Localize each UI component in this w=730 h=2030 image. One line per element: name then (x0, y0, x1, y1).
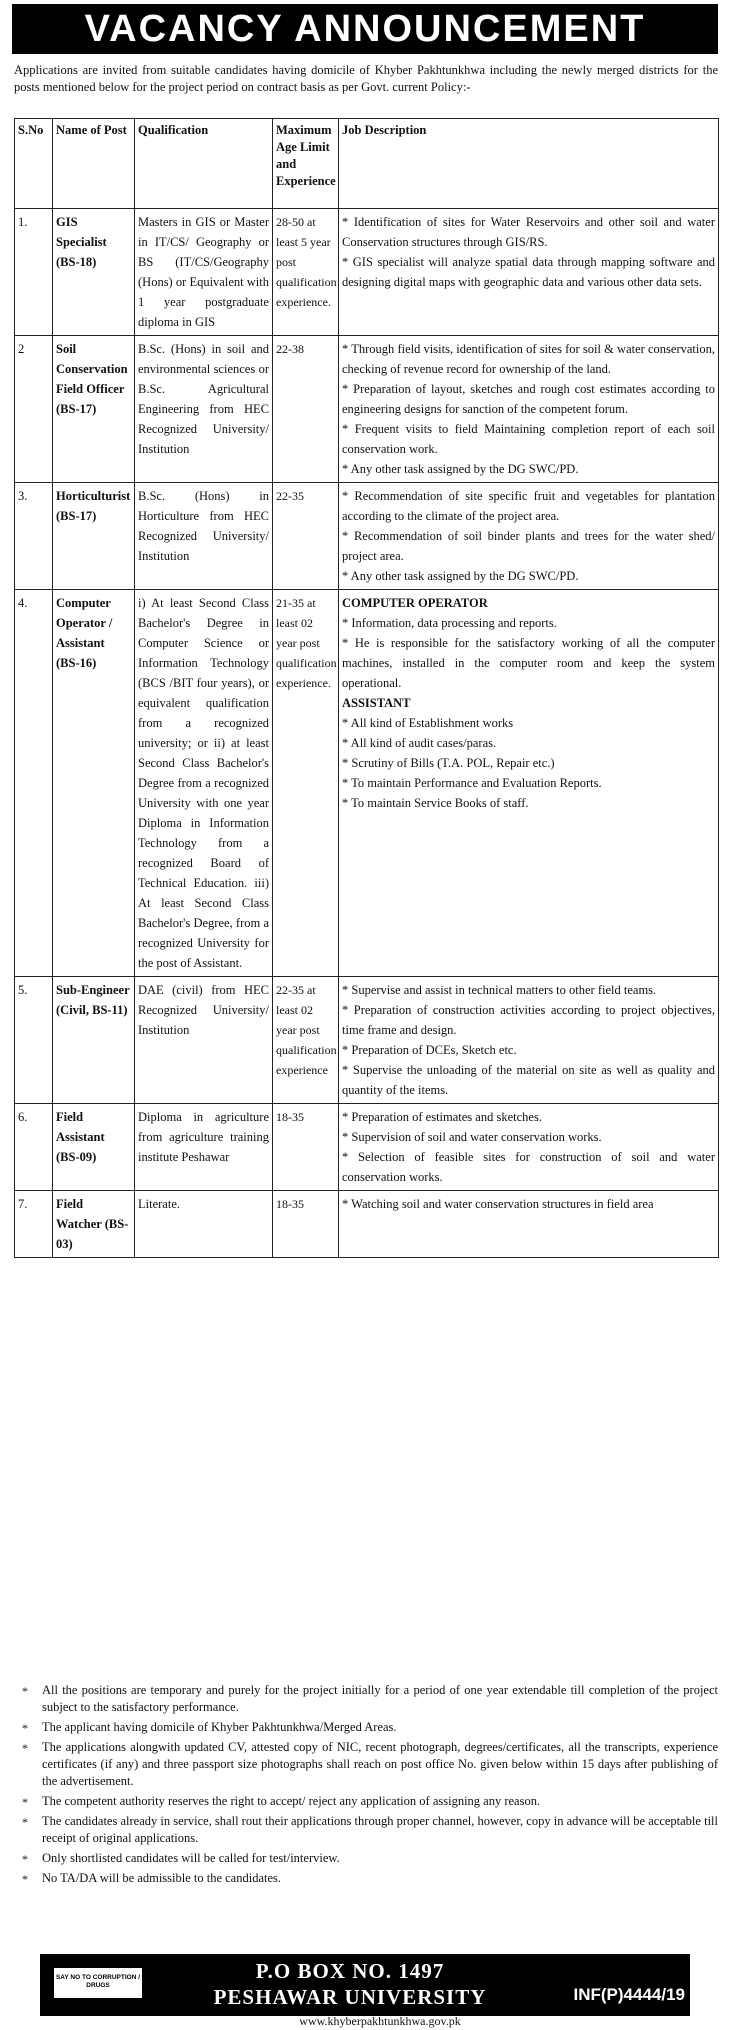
footer-address-bar (40, 1954, 690, 2016)
job-duty: * Through field visits, identification of sites for soil & water conservation, checking of revenue record for ownership of the land. (342, 342, 715, 376)
table-row (15, 336, 719, 483)
job-duty: * Supervise and assist in technical matters to other field teams. (342, 983, 657, 997)
list-item (14, 1739, 718, 1790)
asterisk-bullet-icon: * (22, 1872, 28, 1886)
row-age-limit: 22-35 (273, 483, 339, 590)
row-sno: 2 (15, 336, 53, 483)
job-section-heading: ASSISTANT (342, 696, 411, 710)
note-text: All the positions are temporary and purely for the project initially for a period of one year extendable till completion of the project subject to the satisfactory performance. (42, 1683, 718, 1714)
list-item (14, 1813, 718, 1847)
row-job-description (339, 1191, 719, 1258)
row-post-name: Horticulturist (BS-17) (53, 483, 135, 590)
row-post-name: Sub-Engineer (Civil, BS-11) (53, 977, 135, 1104)
row-job-description (339, 590, 719, 977)
table-row (15, 977, 719, 1104)
row-job-description (339, 209, 719, 336)
list-item (14, 1850, 718, 1867)
row-age-limit: 18-35 (273, 1191, 339, 1258)
table-row (15, 209, 719, 336)
job-duty: * He is responsible for the satisfactory working of all the computer machines, installed in the computer room and keep the system operational. (342, 636, 715, 690)
table-row (15, 590, 719, 977)
row-qualification: i) At least Second Class Bachelor's Degree in Computer Science or Information Technology (BCS /BIT four years), or equivalent qualification from a recognized university; or ii) at least Second Class Bachelor's Degree from a recognized University with one year Diploma in Information Technology from a recognized Board of Technical Education. iii) At least Second Class Bachelor's Degree, from a recognized University for the post of Assistant. (135, 590, 273, 977)
row-sno: 4. (15, 590, 53, 977)
row-qualification: B.Sc. (Hons) in Horticulture from HEC Recognized University/ Institution (135, 483, 273, 590)
row-sno: 3. (15, 483, 53, 590)
row-post-name: Field Watcher (BS-03) (53, 1191, 135, 1258)
row-age-limit: 18-35 (273, 1104, 339, 1191)
job-duty: * Supervise the unloading of the material on site as well as quality and quantity of the items. (342, 1063, 715, 1097)
row-qualification: DAE (civil) from HEC Recognized University/ Institution (135, 977, 273, 1104)
anti-corruption-slogan: SAY NO TO CORRUPTION / DRUGS (54, 1968, 142, 1998)
row-job-description (339, 1104, 719, 1191)
table-row (15, 483, 719, 590)
note-text: The competent authority reserves the right to accept/ reject any application of assigning any reason. (42, 1794, 541, 1808)
header-job-description: Job Description (339, 119, 719, 209)
intro-paragraph: Applications are invited from suitable candidates having domicile of Khyber Pakhtunkhwa including the newly merged districts for the posts mentioned below for the project period on contract basis as per Govt. current Policy:- (14, 63, 718, 94)
list-item (14, 1719, 718, 1736)
job-duty: * Preparation of construction activities according to project objectives, time frame and design. (342, 1003, 715, 1037)
job-duty: * Identification of sites for Water Reservoirs and other soil and water Conservation structures through GIS/RS. (342, 215, 715, 249)
row-sno: 7. (15, 1191, 53, 1258)
table-header-row (15, 119, 719, 209)
row-post-name: GIS Specialist (BS-18) (53, 209, 135, 336)
job-duty: * Recommendation of soil binder plants and trees for the water shed/ project area. (342, 529, 715, 563)
vacancy-table (14, 118, 719, 1258)
asterisk-bullet-icon: * (22, 1741, 28, 1755)
note-text: No TA/DA will be admissible to the candidates. (42, 1871, 282, 1885)
asterisk-bullet-icon: * (22, 1684, 28, 1698)
job-duty: * Preparation of estimates and sketches. (342, 1110, 542, 1124)
asterisk-bullet-icon: * (22, 1721, 28, 1735)
header-qualification: Qualification (135, 119, 273, 209)
job-duty: * Scrutiny of Bills (T.A. POL, Repair etc.) (342, 756, 555, 770)
job-duty: * To maintain Service Books of staff. (342, 796, 529, 810)
row-age-limit: 22-35 at least 02 year post qualification experience (273, 977, 339, 1104)
terms-and-conditions (14, 1682, 718, 1890)
note-text: The candidates already in service, shall rout their applications through proper channel, however, copy in advance will be acceptable till receipt of original applications. (42, 1814, 718, 1845)
job-duty: * Any other task assigned by the DG SWC/PD. (342, 462, 579, 476)
asterisk-bullet-icon: * (22, 1815, 28, 1829)
job-duty: * Supervision of soil and water conservation works. (342, 1130, 602, 1144)
job-duty: * All kind of Establishment works (342, 716, 514, 730)
table-row (15, 1191, 719, 1258)
row-post-name: Computer Operator / Assistant (BS-16) (53, 590, 135, 977)
page-title: VACANCY ANNOUNCEMENT (12, 4, 718, 54)
header-name-of-post: Name of Post (53, 119, 135, 209)
job-duty: * Preparation of DCEs, Sketch etc. (342, 1043, 517, 1057)
row-job-description (339, 336, 719, 483)
note-text: The applications alongwith updated CV, attested copy of NIC, recent photograph, degrees/certificates, all the transcripts, experience certificates (if any) and three passport size photographs shall reach on post office No. given below within 15 days after publishing of the advertisement. (42, 1740, 718, 1788)
job-duty: * All kind of audit cases/paras. (342, 736, 497, 750)
row-qualification: B.Sc. (Hons) in soil and environmental sciences or B.Sc. Agricultural Engineering from HEC Recognized University/ Institution (135, 336, 273, 483)
row-qualification: Literate. (135, 1191, 273, 1258)
job-duty: * Any other task assigned by the DG SWC/PD. (342, 569, 579, 583)
job-duty: * To maintain Performance and Evaluation Reports. (342, 776, 602, 790)
job-section-heading: COMPUTER OPERATOR (342, 596, 488, 610)
website-link[interactable]: www.khyberpakhtunkhwa.gov.pk (299, 2014, 461, 2028)
job-duty: * Selection of feasible sites for construction of soil and water conservation works. (342, 1150, 715, 1184)
job-duty: * Frequent visits to field Maintaining completion report of each soil conservation work. (342, 422, 715, 456)
job-duty: * Preparation of layout, sketches and rough cost estimates according to engineering designs for sanction of the competent forum. (342, 382, 715, 416)
row-post-name: Field Assistant (BS-09) (53, 1104, 135, 1191)
note-text: Only shortlisted candidates will be called for test/interview. (42, 1851, 340, 1865)
row-sno: 1. (15, 209, 53, 336)
inf-reference-number: INF(P)4444/19 (573, 1985, 685, 2004)
header-sno: S.No (15, 119, 53, 209)
row-post-name: Soil Conservation Field Officer (BS-17) (53, 336, 135, 483)
header-age-experience: Maximum Age Limit and Experience (273, 119, 339, 209)
postal-address (160, 1958, 540, 2010)
row-age-limit: 21-35 at least 02 year post qualification experience. (273, 590, 339, 977)
table-row (15, 1104, 719, 1191)
row-age-limit: 22-38 (273, 336, 339, 483)
row-sno: 6. (15, 1104, 53, 1191)
note-text: The applicant having domicile of Khyber Pakhtunkhwa/Merged Areas. (42, 1720, 397, 1734)
job-duty: * Information, data processing and reports. (342, 616, 557, 630)
row-sno: 5. (15, 977, 53, 1104)
asterisk-bullet-icon: * (22, 1795, 28, 1809)
university-name: PESHAWAR UNIVERSITY (213, 1985, 487, 2009)
po-box-number: P.O BOX NO. 1497 (255, 1959, 445, 1983)
row-job-description (339, 977, 719, 1104)
row-age-limit: 28-50 at least 5 year post qualification experience. (273, 209, 339, 336)
list-item (14, 1682, 718, 1716)
asterisk-bullet-icon: * (22, 1852, 28, 1866)
job-duty: * Watching soil and water conservation structures in field area (342, 1197, 654, 1211)
list-item (14, 1793, 718, 1810)
job-duty: * Recommendation of site specific fruit and vegetables for plantation according to the climate of the project area. (342, 489, 715, 523)
job-duty: * GIS specialist will analyze spatial data through mapping software and designing digital maps with geographic data and various other data sets. (342, 255, 715, 289)
row-qualification: Masters in GIS or Master in IT/CS/ Geography or BS (IT/CS/Geography (Hons) or Equivalent with 1 year postgraduate diploma in GIS (135, 209, 273, 336)
row-job-description (339, 483, 719, 590)
list-item (14, 1870, 718, 1887)
row-qualification: Diploma in agriculture from agriculture training institute Peshawar (135, 1104, 273, 1191)
